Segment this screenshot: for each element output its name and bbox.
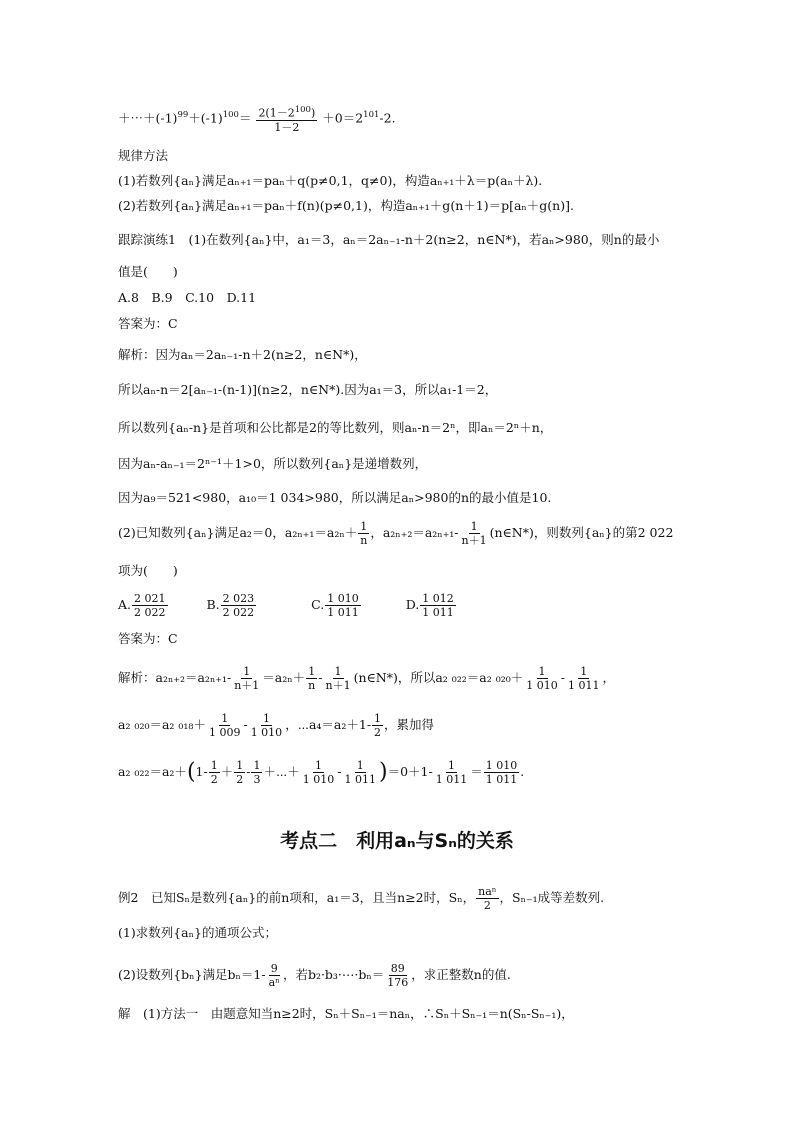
- numerator: 1: [580, 665, 588, 678]
- text: (2)设数列{bₙ}满足bₙ＝1-: [118, 967, 266, 982]
- numerator: 2(1－2: [258, 106, 295, 120]
- option-a-fraction: [132, 592, 168, 619]
- options-2: [118, 592, 457, 619]
- example-2-part-1: (1)求数列{aₙ}的通项公式；: [118, 925, 277, 940]
- numerator: 1: [360, 520, 368, 533]
- numerator: 1: [210, 759, 218, 772]
- option-b-label: B.: [206, 597, 220, 612]
- numerator: naⁿ: [478, 885, 497, 898]
- fraction: [323, 665, 352, 692]
- fraction: [342, 759, 378, 786]
- text: (n∈N*)，所以a₂ ₀₂₂＝a₂ ₀₂₀＋: [353, 670, 524, 685]
- text: ＝: [238, 110, 252, 126]
- denominator: 2: [374, 726, 382, 739]
- numerator: 1: [221, 712, 229, 725]
- numerator: 1: [470, 520, 478, 533]
- text: 例2 已知Sₙ是数列{aₙ}的前n项和，a₁＝3，且当n≥2时，Sₙ，: [118, 890, 476, 905]
- text: ，Sₙ₋₁成等差数列.: [499, 890, 605, 905]
- fraction: [209, 759, 220, 786]
- numerator: 1 010: [327, 592, 359, 605]
- fraction: [232, 665, 261, 692]
- denominator: 1 011: [568, 679, 600, 692]
- denominator: 1－2: [274, 120, 300, 134]
- solution-line-4: 因为aₙ-aₙ₋₁＝2ⁿ⁻¹＋1>0，所以数列{aₙ}是递增数列，: [118, 456, 428, 471]
- text: ，: [602, 670, 616, 685]
- solution2-line-2: [118, 712, 434, 739]
- text: 解析：a₂ₙ₊₂＝a₂ₙ₊₁-: [118, 670, 232, 685]
- fraction: [249, 712, 285, 739]
- numerator-end: ): [310, 106, 316, 120]
- fraction: [234, 759, 245, 786]
- denominator: 1 011: [435, 773, 468, 786]
- option-b-fraction: [221, 592, 257, 619]
- text: ＋⋯＋: [263, 764, 300, 779]
- example-2-solution-line-1: 解 (1)方法一 由题意知当n≥2时，Sₙ＋Sₙ₋₁＝naₙ，∴Sₙ＋Sₙ₋₁＝n(Sₙ-Sₙ₋₁)，: [118, 1006, 574, 1021]
- option-a-label: A.: [118, 597, 132, 612]
- text: ＋0＝2: [322, 110, 364, 126]
- numerator: 1: [374, 712, 382, 725]
- denominator: 176: [387, 976, 409, 989]
- denominator: 3: [253, 773, 261, 786]
- numerator: 1: [262, 712, 270, 725]
- denominator: n: [360, 534, 368, 547]
- fraction: [434, 759, 470, 786]
- fraction: [476, 885, 498, 912]
- answer-1: 答案为：C: [118, 316, 178, 331]
- exercise-question-2-cont: 项为( ): [118, 563, 178, 578]
- fraction: [566, 665, 602, 692]
- numerator: 1: [447, 759, 455, 772]
- denominator: 2 022: [222, 606, 255, 619]
- text: ，累加得: [384, 717, 435, 732]
- text: (2)已知数列{aₙ}满足a₂＝0，a₂ₙ₊₁＝a₂ₙ＋: [118, 525, 358, 540]
- denominator: n＋1: [234, 679, 260, 692]
- numerator: 1 012: [422, 592, 454, 605]
- text: -: [246, 764, 251, 779]
- example-2-statement: [118, 885, 604, 912]
- exponent: 100: [294, 105, 311, 115]
- numerator: 1: [308, 665, 316, 678]
- denominator: 1 009: [208, 726, 241, 739]
- numerator: 89: [390, 962, 405, 975]
- text: ，a₂ₙ₊₂＝a₂ₙ₊₁-: [370, 525, 459, 540]
- exponent: 101: [363, 110, 380, 121]
- exponent: 100: [222, 110, 239, 121]
- exercise-question-1: 跟踪演练1 (1)在数列{aₙ}中，a₁＝3，aₙ＝2aₙ₋₁-n＋2(n≥2，n∈N*)，若aₙ>980，则n的最小: [118, 232, 660, 247]
- solution-line-3: 所以数列{aₙ-n}是首项和公比都是2的等比数列，则aₙ-n＝2ⁿ，即aₙ＝2ⁿ＋n，: [118, 420, 553, 435]
- exponent: 99: [177, 110, 189, 121]
- text: -2.: [379, 110, 396, 126]
- fraction: [301, 759, 337, 786]
- fraction: [484, 759, 520, 786]
- numerator: 1: [356, 759, 364, 772]
- option-d-label: D.: [405, 597, 420, 612]
- solution2-line-1: [118, 665, 615, 692]
- formula-line-1: [118, 104, 396, 134]
- text: ＋: [220, 764, 234, 779]
- numerator: 1 010: [485, 759, 518, 772]
- method-line-2: (2)若数列{aₙ}满足aₙ₊₁＝paₙ＋f(n)(p≠0,1)，构造aₙ₊₁＋g(n＋1)＝p[aₙ＋g(n)].: [118, 198, 574, 213]
- denominator: 2 022: [134, 606, 166, 619]
- exercise-question-1-cont: 值是( ): [118, 264, 178, 279]
- denominator: n: [308, 679, 316, 692]
- option-d-fraction: [420, 592, 456, 619]
- numerator: 1: [243, 665, 251, 678]
- text: a₂ ₀₂₂＝a₂＋: [118, 764, 187, 779]
- numerator: 1: [253, 759, 261, 772]
- answer-2: 答案为：C: [118, 631, 178, 646]
- numerator: 1: [334, 665, 342, 678]
- numerator: 1: [314, 759, 322, 772]
- text: ＋⋯＋(-1): [118, 110, 178, 126]
- numerator: 1: [538, 665, 546, 678]
- fraction: [524, 665, 560, 692]
- text: ，求正整数n的值.: [411, 967, 511, 982]
- text: ，若b₂·b₃·⋯·bₙ＝: [282, 967, 385, 982]
- method-line-1: (1)若数列{aₙ}满足aₙ₊₁＝paₙ＋q(p≠0,1，q≠0)，构造aₙ₊₁＋λ＝p(aₙ＋λ).: [118, 173, 543, 188]
- denominator: 1 010: [250, 726, 283, 739]
- denominator: 2: [210, 773, 218, 786]
- denominator: n＋1: [461, 534, 487, 547]
- text: 1-: [195, 764, 208, 779]
- fraction: [460, 520, 489, 547]
- text: -: [560, 670, 565, 685]
- fraction: [372, 712, 383, 739]
- denominator: 1 011: [344, 773, 376, 786]
- denominator: aⁿ: [268, 976, 280, 989]
- solution-line-1: 解析：因为aₙ＝2aₙ₋₁-n＋2(n≥2，n∈N*)，: [118, 347, 367, 362]
- text: (n∈N*)，则数列{aₙ}的第2 022: [489, 525, 674, 540]
- option-c-label: C.: [311, 597, 325, 612]
- fraction: [306, 665, 317, 692]
- right-paren: ): [378, 759, 388, 785]
- denominator: 1 011: [422, 606, 454, 619]
- denominator: 2: [236, 773, 244, 786]
- left-paren: (: [186, 759, 196, 785]
- numerator: 1: [236, 759, 244, 772]
- solution-line-2: 所以aₙ-n＝2[aₙ₋₁-(n-1)](n≥2，n∈N*).因为a₁＝3，所以a₁-1＝2，: [118, 382, 498, 397]
- denominator: 1 011: [485, 773, 518, 786]
- fraction: [256, 104, 317, 134]
- denominator: n＋1: [325, 679, 351, 692]
- example-2-part-2: [118, 962, 511, 989]
- denominator: 1 011: [327, 606, 359, 619]
- numerator: 2 023: [222, 592, 255, 605]
- fraction: [358, 520, 369, 547]
- section-heading-method: 规律方法: [118, 148, 169, 163]
- exercise-question-2: [118, 520, 673, 547]
- solution2-line-3: [118, 759, 524, 786]
- text: ＝0＋1-: [387, 764, 433, 779]
- options-1: A.8 B.9 C.10 D.11: [118, 290, 257, 305]
- numerator: 9: [270, 962, 278, 975]
- text: ＝a₂ₙ＋: [262, 670, 306, 685]
- text: ＝: [470, 764, 483, 779]
- numerator: 2 021: [134, 592, 166, 605]
- text: -: [318, 670, 323, 685]
- denominator: 2: [483, 899, 491, 912]
- fraction: [207, 712, 243, 739]
- section-title: 考点二 利用aₙ与Sₙ的关系: [280, 830, 514, 852]
- text: .: [520, 764, 525, 779]
- text: -: [243, 717, 248, 732]
- text: ＋(-1): [188, 110, 223, 126]
- solution-line-5: 因为a₉＝521<980，a₁₀＝1 034>980，所以满足aₙ>980的n的最小值是10.: [118, 490, 552, 505]
- fraction: [251, 759, 262, 786]
- fraction: [385, 962, 410, 989]
- text: -: [337, 764, 342, 779]
- fraction: [267, 962, 282, 989]
- text: a₂ ₀₂₀＝a₂ ₀₁₈＋: [118, 717, 206, 732]
- denominator: 1 010: [526, 679, 558, 692]
- denominator: 1 010: [302, 773, 335, 786]
- option-c-fraction: [325, 592, 361, 619]
- text: ，⋯a₄＝a₂＋1-: [285, 717, 372, 732]
